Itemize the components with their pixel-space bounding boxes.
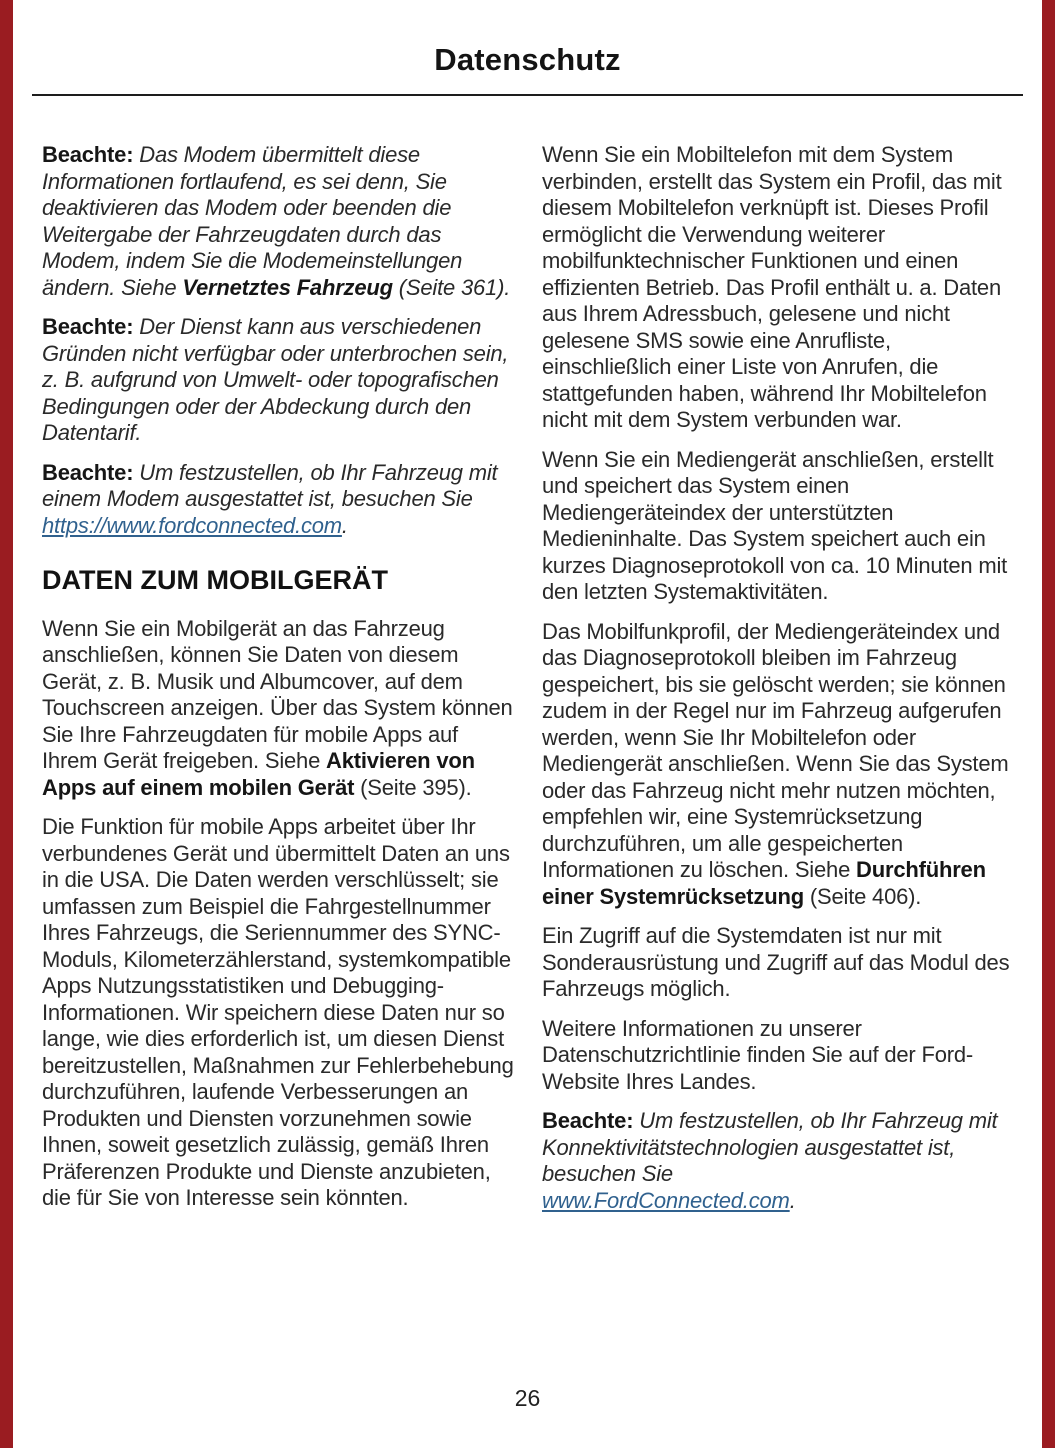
cross-ref-apps-aktivieren: Aktivieren von Apps auf einem mobilen Gerät xyxy=(42,748,475,800)
paragraph-media-device: Wenn Sie ein Mediengerät anschließen, erstellt und speichert das System einen Mediengeräteindex der unterstützten Medieninhalte. Das System speichert auch ein kurzes Diagnoseprotokoll von ca. 10 Minuten mit den letzten Systemaktivitäten. xyxy=(542,446,1008,604)
left-edge-bar xyxy=(0,0,13,1448)
cross-ref-systemruecksetzung: Durchführen einer Systemrücksetzung xyxy=(542,857,986,909)
link-text-protocol: https:// xyxy=(42,512,107,538)
paragraph-stored-data xyxy=(542,619,1016,911)
paragraph-mobile-apps-data: Die Funktion für mobile Apps arbeitet über Ihr verbundenes Gerät und übermittelt Daten an uns in die USA. Die Daten werden verschlüsselt; sie umfassen zum Beispiel die Fahrgestellnummer Ihres Fahrzeugs, die Seriennummer des SYNC-Moduls, Kilometerzählerstand, systemkompatible Apps Nutzungsstatistiken und Debugging-Informationen. Wir speichern diese Daten nur so lange, wie dies erforderlich ist, um diesen Dienst bereitzustellen, Maßnahmen zur Fehlerbehebung durchzuführen, laufende Verbesserungen an Produkten und Diensten vorzunehmen sowie Ihnen, soweit gesetzlich zulässig, gemäß Ihren Präferenzen Produkte und Dienste anzubieten, die für Sie von Interesse sein könnten. xyxy=(42,814,514,1210)
paragraph-text: Wenn Sie ein Mobilgerät an das Fahrzeug anschließen, können Sie Daten von diesem Gerät, z. B. Musik und Albumcover, auf dem Touchscreen anzeigen. Über das System können Sie Ihre Fahrzeugdaten für mobile Apps auf Ihrem Gerät freigeben. Siehe xyxy=(42,615,513,773)
note-connectivity-check xyxy=(542,1108,1016,1214)
paragraph-privacy-policy: Weitere Informationen zu unserer Datenschutzrichtlinie finden Sie auf der Ford-Website Ihres Landes. xyxy=(542,1015,974,1094)
note-text: Der Dienst kann aus verschiedenen Gründen nicht verfügbar oder unterbrochen sein, z. B. aufgrund von Umwelt- oder topografischen Bedingungen oder der Abdeckung durch den Datentarif. xyxy=(42,314,509,445)
note-label: Beachte: xyxy=(42,314,134,339)
note-label: Beachte: xyxy=(42,142,134,167)
right-column xyxy=(542,142,1016,1227)
note-text: Um festzustellen, ob Ihr Fahrzeug mit Konnektivitätstechnologien ausgestattet ist, besuchen Sie xyxy=(542,1108,998,1186)
section-heading-mobile-device-data: DATEN ZUM MOBILGERÄT xyxy=(42,565,388,595)
left-column xyxy=(42,142,516,1227)
note-text: Um festzustellen, ob Ihr Fahrzeug mit einem Modem ausgestattet ist, besuchen Sie xyxy=(42,459,498,511)
cross-ref-vernetztes-fahrzeug: Vernetztes Fahrzeug xyxy=(182,274,393,300)
note-label: Beachte: xyxy=(42,459,134,485)
page-header xyxy=(0,0,1055,96)
link-text-domain: www.fordconnected.com xyxy=(106,512,342,538)
note-label: Beachte: xyxy=(542,1108,634,1133)
paragraph-mobile-device xyxy=(42,616,516,802)
note-text-tail: . xyxy=(789,1187,796,1213)
fordconnected-link[interactable] xyxy=(42,513,342,538)
page-title: Datenschutz xyxy=(434,42,621,77)
right-edge-bar xyxy=(1042,0,1055,1448)
note-text: Das Modem übermittelt diese Informationen fortlaufend, es sei denn, Sie deaktivieren das Modem oder beenden die Weitergabe der Fahrzeugdaten durch das Modem, indem Sie die Modemeinstellungen ändern. Siehe xyxy=(42,142,463,300)
two-column-body xyxy=(0,96,1055,1227)
note-modem-transmission xyxy=(42,142,516,301)
note-service-availability xyxy=(42,314,516,447)
page-footer xyxy=(0,1385,1055,1412)
paragraph-text: Das Mobilfunkprofil, der Mediengeräteindex und das Diagnoseprotokoll bleiben im Fahrzeug gespeichert, bis sie gelöscht werden; sie können zudem in der Regel nur im Fahrzeug aufgerufen werden, wenn Sie Ihr Mobiltelefon oder Mediengerät anschließen. Wenn Sie das System oder das Fahrzeug nicht mehr nutzen möchten, empfehlen wir, eine Systemrücksetzung durchzuführen, um alle gespeicherten Informationen zu löschen. Siehe xyxy=(542,618,1009,882)
paragraph-text-tail: (Seite 406). xyxy=(803,883,922,909)
note-text-tail: . xyxy=(341,512,348,538)
page-number: 26 xyxy=(514,1385,541,1411)
paragraph-phone-profile: Wenn Sie ein Mobiltelefon mit dem System verbinden, erstellt das System ein Profil, das mit diesem Mobiltelefon verknüpft ist. Dieses Profil ermöglicht die Verwendung weiterer mobilfunktechnischer Funktionen und einen effizienten Betrieb. Das Profil enthält u. a. Daten aus Ihrem Adressbuch, gelesene und nicht gelesene SMS sowie eine Anrufliste, einschließlich einer Liste von Anrufen, die stattgefunden haben, während Ihr Mobiltelefon nicht mit dem System verbunden war. xyxy=(542,142,1002,432)
paragraph-system-access: Ein Zugriff auf die Systemdaten ist nur mit Sonderausrüstung und Zugriff auf das Modul des Fahrzeugs möglich. xyxy=(542,923,1010,1001)
note-text-tail: (Seite 361). xyxy=(392,274,511,300)
note-modem-check xyxy=(42,460,516,540)
paragraph-text-tail: (Seite 395). xyxy=(354,774,472,800)
fordconnected-link-2[interactable]: www.FordConnected.com xyxy=(542,1187,790,1213)
